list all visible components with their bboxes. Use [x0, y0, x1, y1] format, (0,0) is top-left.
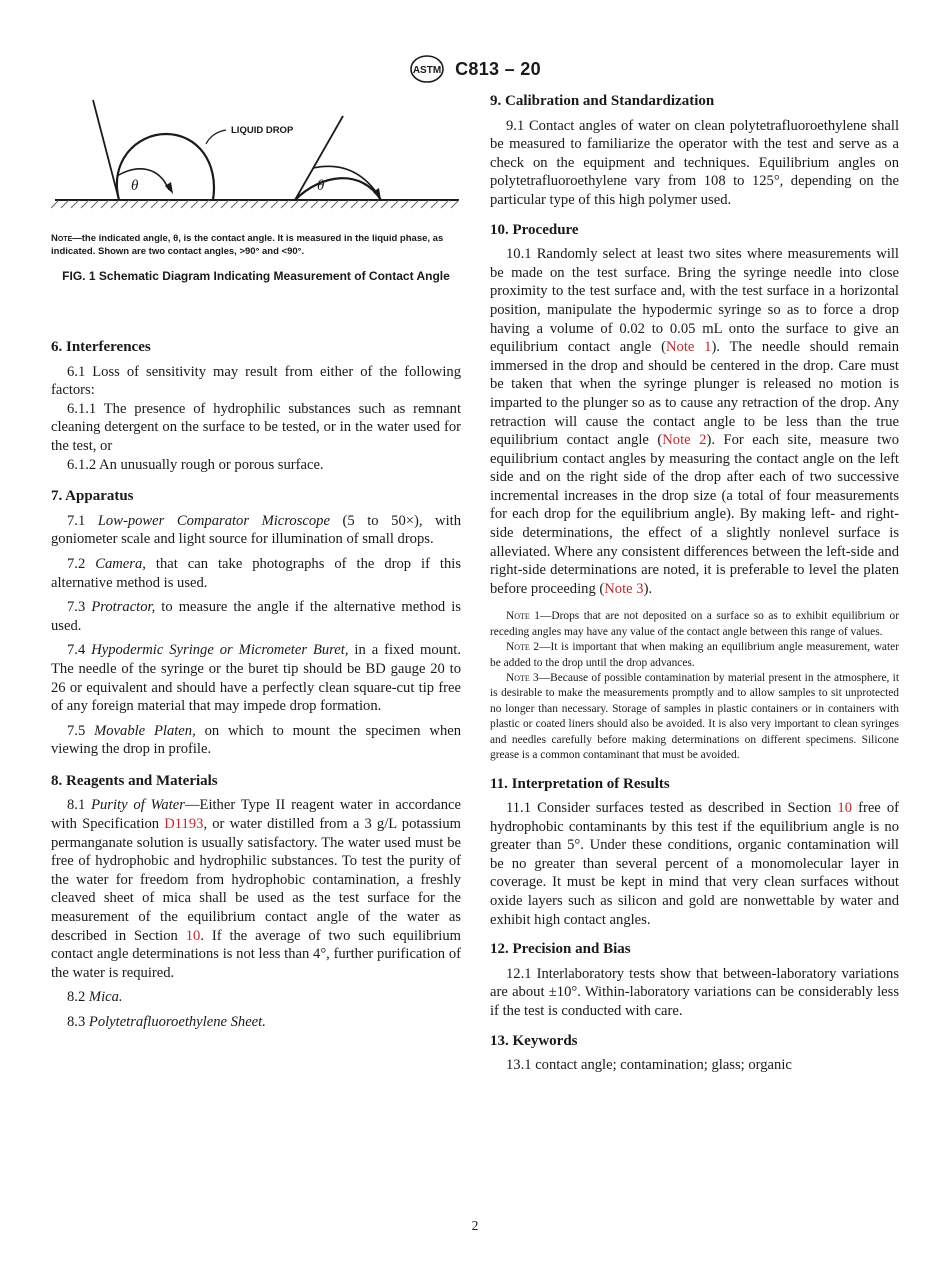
section-11-title: 11. Interpretation of Results [490, 775, 670, 792]
paragraph-10-1: 10.1 Randomly select at least two sites where measurements will be made on the test surface. Bring the syringe needle into close proximity to the test surface and, with the test surface in a horizontal position, manipulate the hypodermic syringe so as to force a drop having a volume of 0.02 to 0.05 mL onto the surface to give an equilibrium contact angle (Note 1). The needle should remain immersed in the drop and should be centered in the drop. Care must be taken that when the syringe plunger is released no motion is imparted to the plunger so as to cause any retraction of the drop. Any retraction will cause the contact angle to be less than the true equilibrium contact angle (Note 2). For each site, measure two equilibrium contact angles by measuring the contact angle on the left side and on the right side of the drop after each of two successive incremental increases in the drop size (a total of four measurements for each drop for the equilibrium angle). By making left- and right-side determinations, the effect of a slightly nonlevel surface is alleviated. Where any consistent differences between the left-side and right-side determinations are noted, it is preferable to level the platen before proceeding (Note 3). [490, 246, 899, 597]
link-note-1[interactable]: Note 1 [666, 339, 712, 356]
paragraph-6-1: 6.1 Loss of sensitivity may result from either of the following factors: [51, 363, 461, 399]
section-8-title: 8. Reagents and Materials [51, 772, 218, 789]
astm-logo-icon [409, 54, 445, 84]
theta-right-label: θ [317, 178, 325, 194]
link-note-2[interactable]: Note 2 [662, 432, 707, 449]
theta-left-label: θ [131, 178, 139, 194]
svg-text:ASTM: ASTM [412, 65, 442, 76]
section-10-title: 10. Procedure [490, 221, 579, 238]
paragraph-6-1-1: 6.1.1 The presence of hydrophilic substances such as remnant cleaning detergent on the surface to be tested, or in the water used for the test, or [51, 400, 461, 454]
note-2: Note 2—It is important that when making an equilibrium angle measurement, water be added to the drop until the drop advances. [490, 641, 899, 669]
section-13-title: 13. Keywords [490, 1032, 578, 1049]
liquid-drop-label: LIQUID DROP [231, 125, 294, 136]
link-section-10-b[interactable]: 10 [837, 800, 852, 817]
paragraph-13-1: 13.1 contact angle; contamination; glass; organic [506, 1057, 792, 1074]
paragraph-8-2: 8.2 Mica. [67, 989, 123, 1006]
link-section-10[interactable]: 10 [185, 927, 201, 944]
paragraph-7-3: 7.3 Protractor, to measure the angle if the alternative method is used. [51, 599, 461, 634]
paragraph-7-1: 7.1 Low-power Comparator Microscope (5 to 50×), with goniometer scale and light source for illumination of small drops. [51, 512, 461, 548]
paragraph-12-1: 12.1 Interlaboratory tests show that between-laboratory variations are about ±10°. Within-laboratory variations can be considerably less if the test is conducted with care. [490, 965, 899, 1020]
paragraph-7-5: 7.5 Movable Platen, on which to mount the specimen when viewing the drop in profile. [51, 722, 462, 758]
link-d1193[interactable]: D1193 [164, 816, 204, 833]
left-column [51, 92, 461, 1032]
page-header [0, 54, 950, 84]
note-3: Note 3—Because of possible contamination by material present in the atmosphere, it is desirable to make the measurements promptly and to allow samples to sit unprotected no longer than necessary. Storage of samples in plastic containers or in containers with plastic or coated liners should also be avoided. It is also very important to clean syringes and needles carefully before making determinations on different specimens. Silicone grease is a common contaminant that must be avoided. [490, 672, 899, 762]
paragraph-7-4: 7.4 Hypodermic Syringe or Micrometer Buret, in a fixed mount. The needle of the syringe or the buret tip should be BD gauge 20 to 26 or equivalent and should have a perfectly clean square-cut tip free of any foreign material that may impede drop formation. [51, 642, 461, 715]
figure-1 [51, 92, 461, 232]
document-id: C813 – 20 [455, 58, 541, 79]
section-9-title: 9. Calibration and Standardization [490, 93, 715, 109]
figure-note: Note—the indicated angle, θ, is the contact angle. It is measured in the liquid phase, as indicated. Shown are two contact angles, >90° and <90°. [51, 233, 444, 257]
section-7-title: 7. Apparatus [51, 488, 134, 505]
paragraph-8-3: 8.3 Polytetrafluoroethylene Sheet. [67, 1014, 266, 1030]
paragraph-9-1: 9.1 Contact angles of water on clean polytetrafluoroethylene shall be measured to familiarize the operator with the test and serve as a check on the equipment and techniques. Equilibrium angles on polytetrafluoroethylene vary from 108 to 125°, depending on the particular type of this high polymer used. [490, 117, 899, 208]
paragraph-8-1: 8.1 Purity of Water—Either Type II reagent water in accordance with Specification D1193, or water distilled from a 3 g/L potassium permanganate solution is usually satisfactory. The water used must be free of hydrophobic and hydrophilic substances. To test the purity of the water for freedom from hydrophobic contamination, a freshly cleaved sheet of mica shall be used as the test surface for the measurement of the equilibrium contact angle of the water as described in Section 10. If the average of two such equilibrium contact angle determinations is not less than 4°, further purification of the water is required. [51, 797, 461, 981]
paragraph-7-2: 7.2 Camera, that can take photographs of the drop if this alternative method is used. [51, 555, 462, 591]
contact-angle-diagram [51, 92, 461, 232]
paragraph-11-1: 11.1 Consider surfaces tested as described in Section 10 free of hydrophobic contaminants by this test if the equilibrium angle is no greater than 5°. Under these conditions, organic contamination will be no greater than several percent of a monomolecular layer in coverage. It must be kept in mind that very clean surfaces without oxide layers such as silicon and gold are nonwettable by water and exhibit high contact angles. [490, 800, 900, 928]
right-column [490, 92, 899, 1075]
paragraph-6-1-2: 6.1.2 An unusually rough or porous surface. [67, 456, 324, 473]
section-6-title: 6. Interferences [51, 339, 151, 355]
note-1: Note 1—Drops that are not deposited on a surface so as to exhibit equilibrium or receding angles may have any value of the contact angle between this range of values. [490, 610, 899, 638]
page-number: 2 [471, 1218, 479, 1233]
section-12-title: 12. Precision and Bias [490, 941, 631, 958]
link-note-3[interactable]: Note 3 [604, 580, 644, 597]
figure-caption: FIG. 1 Schematic Diagram Indicating Measurement of Contact Angle [62, 269, 450, 283]
